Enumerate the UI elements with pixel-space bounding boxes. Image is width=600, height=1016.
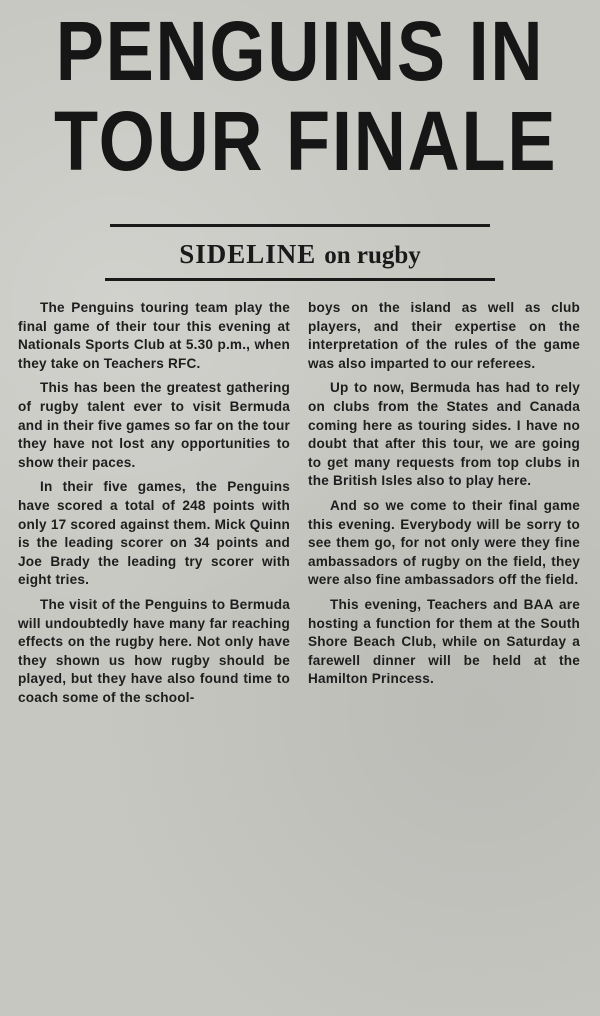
paragraph: In their five games, the Penguins have scored a total of 248 points with only 17 scored against them. Mick Quinn is the leading scorer on 34 points and Joe Brady the leading try scorer with eight tries. xyxy=(18,479,290,588)
paragraph: This has been the greatest gathering of rugby talent ever to visit Bermuda and in their five games so far on the tour they have not lost any opportunities to show their paces. xyxy=(18,380,290,470)
headline xyxy=(54,4,558,188)
kicker-on-rugby: on rugby xyxy=(324,242,421,269)
column-right xyxy=(308,299,580,713)
paragraph: boys on the island as well as club players, and their expertise on the interpretation of the rules of the game was also imparted to our referees. xyxy=(308,300,580,371)
paragraph: The Penguins touring team play the final game of their tour this evening at Nationals Sports Club at 5.30 p.m., when they take on Teachers RFC. xyxy=(18,300,290,371)
paragraph: This evening, Teachers and BAA are hosting a function for them at the South Shore Beach Club, while on Saturday a farewell dinner will be held at the Hamilton Princess. xyxy=(308,596,580,687)
column-kicker xyxy=(14,239,586,270)
paragraph: Up to now, Bermuda has had to rely on clubs from the States and Canada coming here as touring sides. I have no doubt that after this tour, we are going to get many requests from top clubs in the British Isles also to play here. xyxy=(308,380,580,489)
article-body xyxy=(14,299,586,713)
kicker-sideline: SIDELINE xyxy=(179,239,317,269)
paragraph: And so we come to their final game this evening. Everybody will be sorry to see them go, for not only were they fine ambassadors of rugby on the field, they were also fine ambassadors off the field. xyxy=(308,497,580,588)
headline-line-1: PENGUINS IN xyxy=(55,4,545,98)
column-left xyxy=(18,299,290,713)
headline-line-2: TOUR FINALE xyxy=(54,94,558,188)
paragraph: The visit of the Penguins to Bermuda will undoubtedly have many far reaching effects on the rugby here. Not only have they shown us how rugby should be played, but they have also found time to coach some of the school- xyxy=(18,596,290,705)
rule-below-kicker xyxy=(105,278,495,281)
rule-above-kicker xyxy=(110,224,490,227)
